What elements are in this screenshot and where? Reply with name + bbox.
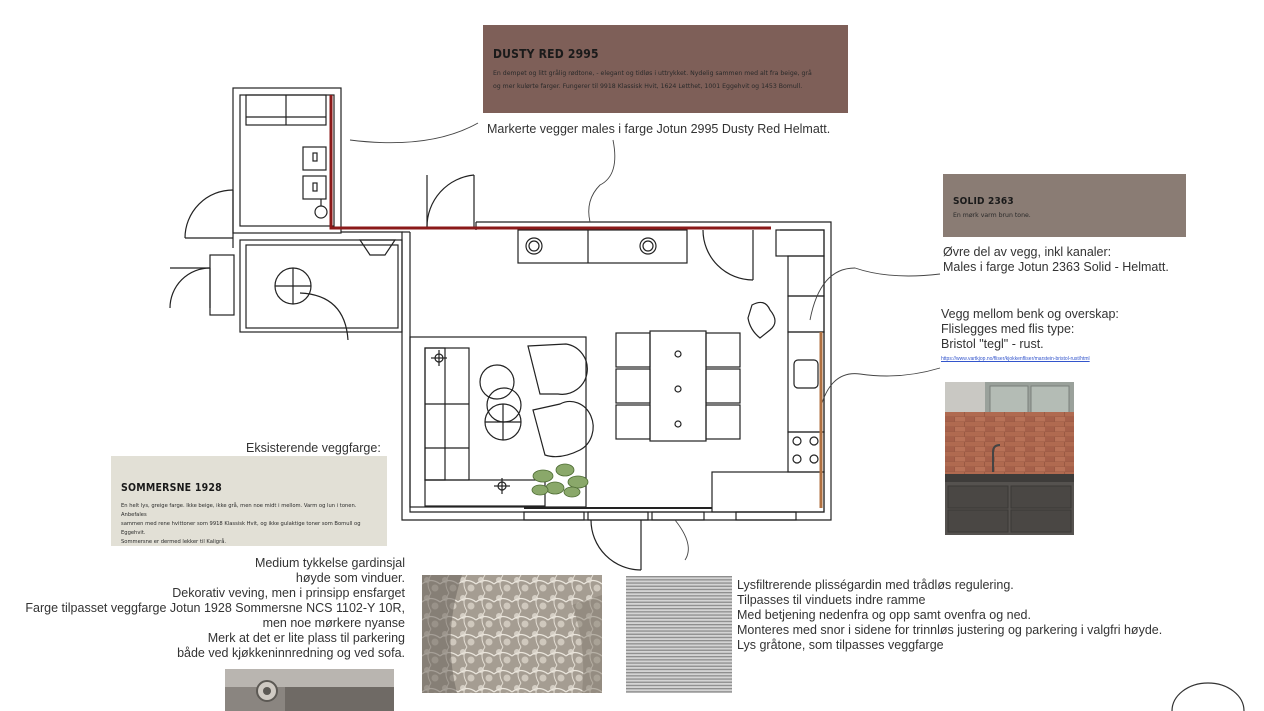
tiles-line-2: Flislegges med flis type:: [941, 322, 1075, 336]
marked-wall: [331, 95, 771, 228]
sommersne-desc-1: En helt lys, greige farge. Ikke beige, ikke grå, men noe midt i mellom. Varm og lun i tonen. Anbefales: [121, 503, 357, 518]
sommersne-desc-2: sammen med rene hvittoner som 9918 Klassisk Hvit, og ikke gulaktige toner som Bomull og Eggehvit.: [121, 521, 361, 536]
tiles-line-3: Bristol "tegl" - rust.: [941, 337, 1044, 351]
curtain-line-1: Medium tykkelse gardinsjal: [254, 556, 405, 570]
upper-wall-line-1: Øvre del av vegg, inkl kanaler:: [943, 245, 1112, 259]
dusty-red-title: DUSTY RED 2995: [493, 47, 599, 61]
tiles-line-1: Vegg mellom benk og overskap:: [941, 307, 1119, 321]
blinds-line-3: Med betjening nedenfra og opp samt ovenfra og ned.: [737, 608, 1031, 622]
blinds-line-1: Lysfiltrerende plisségardin med trådløs regulering.: [737, 578, 1014, 592]
curtain-line-2: høyde som vinduer.: [295, 571, 405, 585]
tiles-link[interactable]: https://www.vartkjop.no/fliser/kjokkenfliser/marstein-bristol-rust/html: [941, 356, 1090, 362]
dusty-red-note: Markerte vegger males i farge Jotun 2995 Dusty Red Helmatt.: [487, 122, 831, 136]
existing-color-note: Eksisterende veggfarge:: [246, 441, 381, 455]
curtain-line-6: Merk at det er lite plass til parkering: [207, 631, 405, 645]
curtain-line-4: Farge tilpasset veggfarge Jotun 1928 Sommersne NCS 1102-Y 10R,: [25, 601, 405, 615]
plant-icon: [532, 464, 588, 497]
dusty-red-desc-1: En dempet og litt grålig rødtone, - elegant og tidløs i uttrykket. Nydelig sammen med alt fra beige, grå: [493, 70, 812, 77]
upper-wall-line-2: Males i farge Jotun 2363 Solid - Helmatt.: [943, 260, 1169, 274]
solid-title: SOLID 2363: [953, 196, 1014, 207]
curtain-line-5: men noe mørkere nyanse: [262, 616, 405, 630]
sommersne-title: SOMMERSNE 1928: [121, 482, 222, 494]
blinds-line-2: Tilpasses til vinduets indre ramme: [737, 593, 926, 607]
sommersne-desc-3: Sommersne er dermed lekker til Kaligrå.: [121, 539, 227, 545]
dusty-red-desc-2: og mer kulørte farger. Fungerer til 9918 Klassisk Hvit, 1624 Letthet, 1001 Eggehvit og 1453 Bomull.: [493, 83, 803, 90]
curtain-line-7: både ved kjøkkeninnredning og ved sofa.: [177, 646, 405, 660]
curtain-line-3: Dekorativ veving, men i prinsipp ensfarget: [172, 586, 405, 600]
blinds-line-5: Lys gråtone, som tilpasses veggfarge: [737, 638, 944, 652]
solid-desc: En mørk varm brun tone.: [953, 212, 1031, 219]
blinds-line-4: Monteres med snor i sidene for trinnløs justering og parkering i valgfri høyde.: [737, 623, 1163, 637]
